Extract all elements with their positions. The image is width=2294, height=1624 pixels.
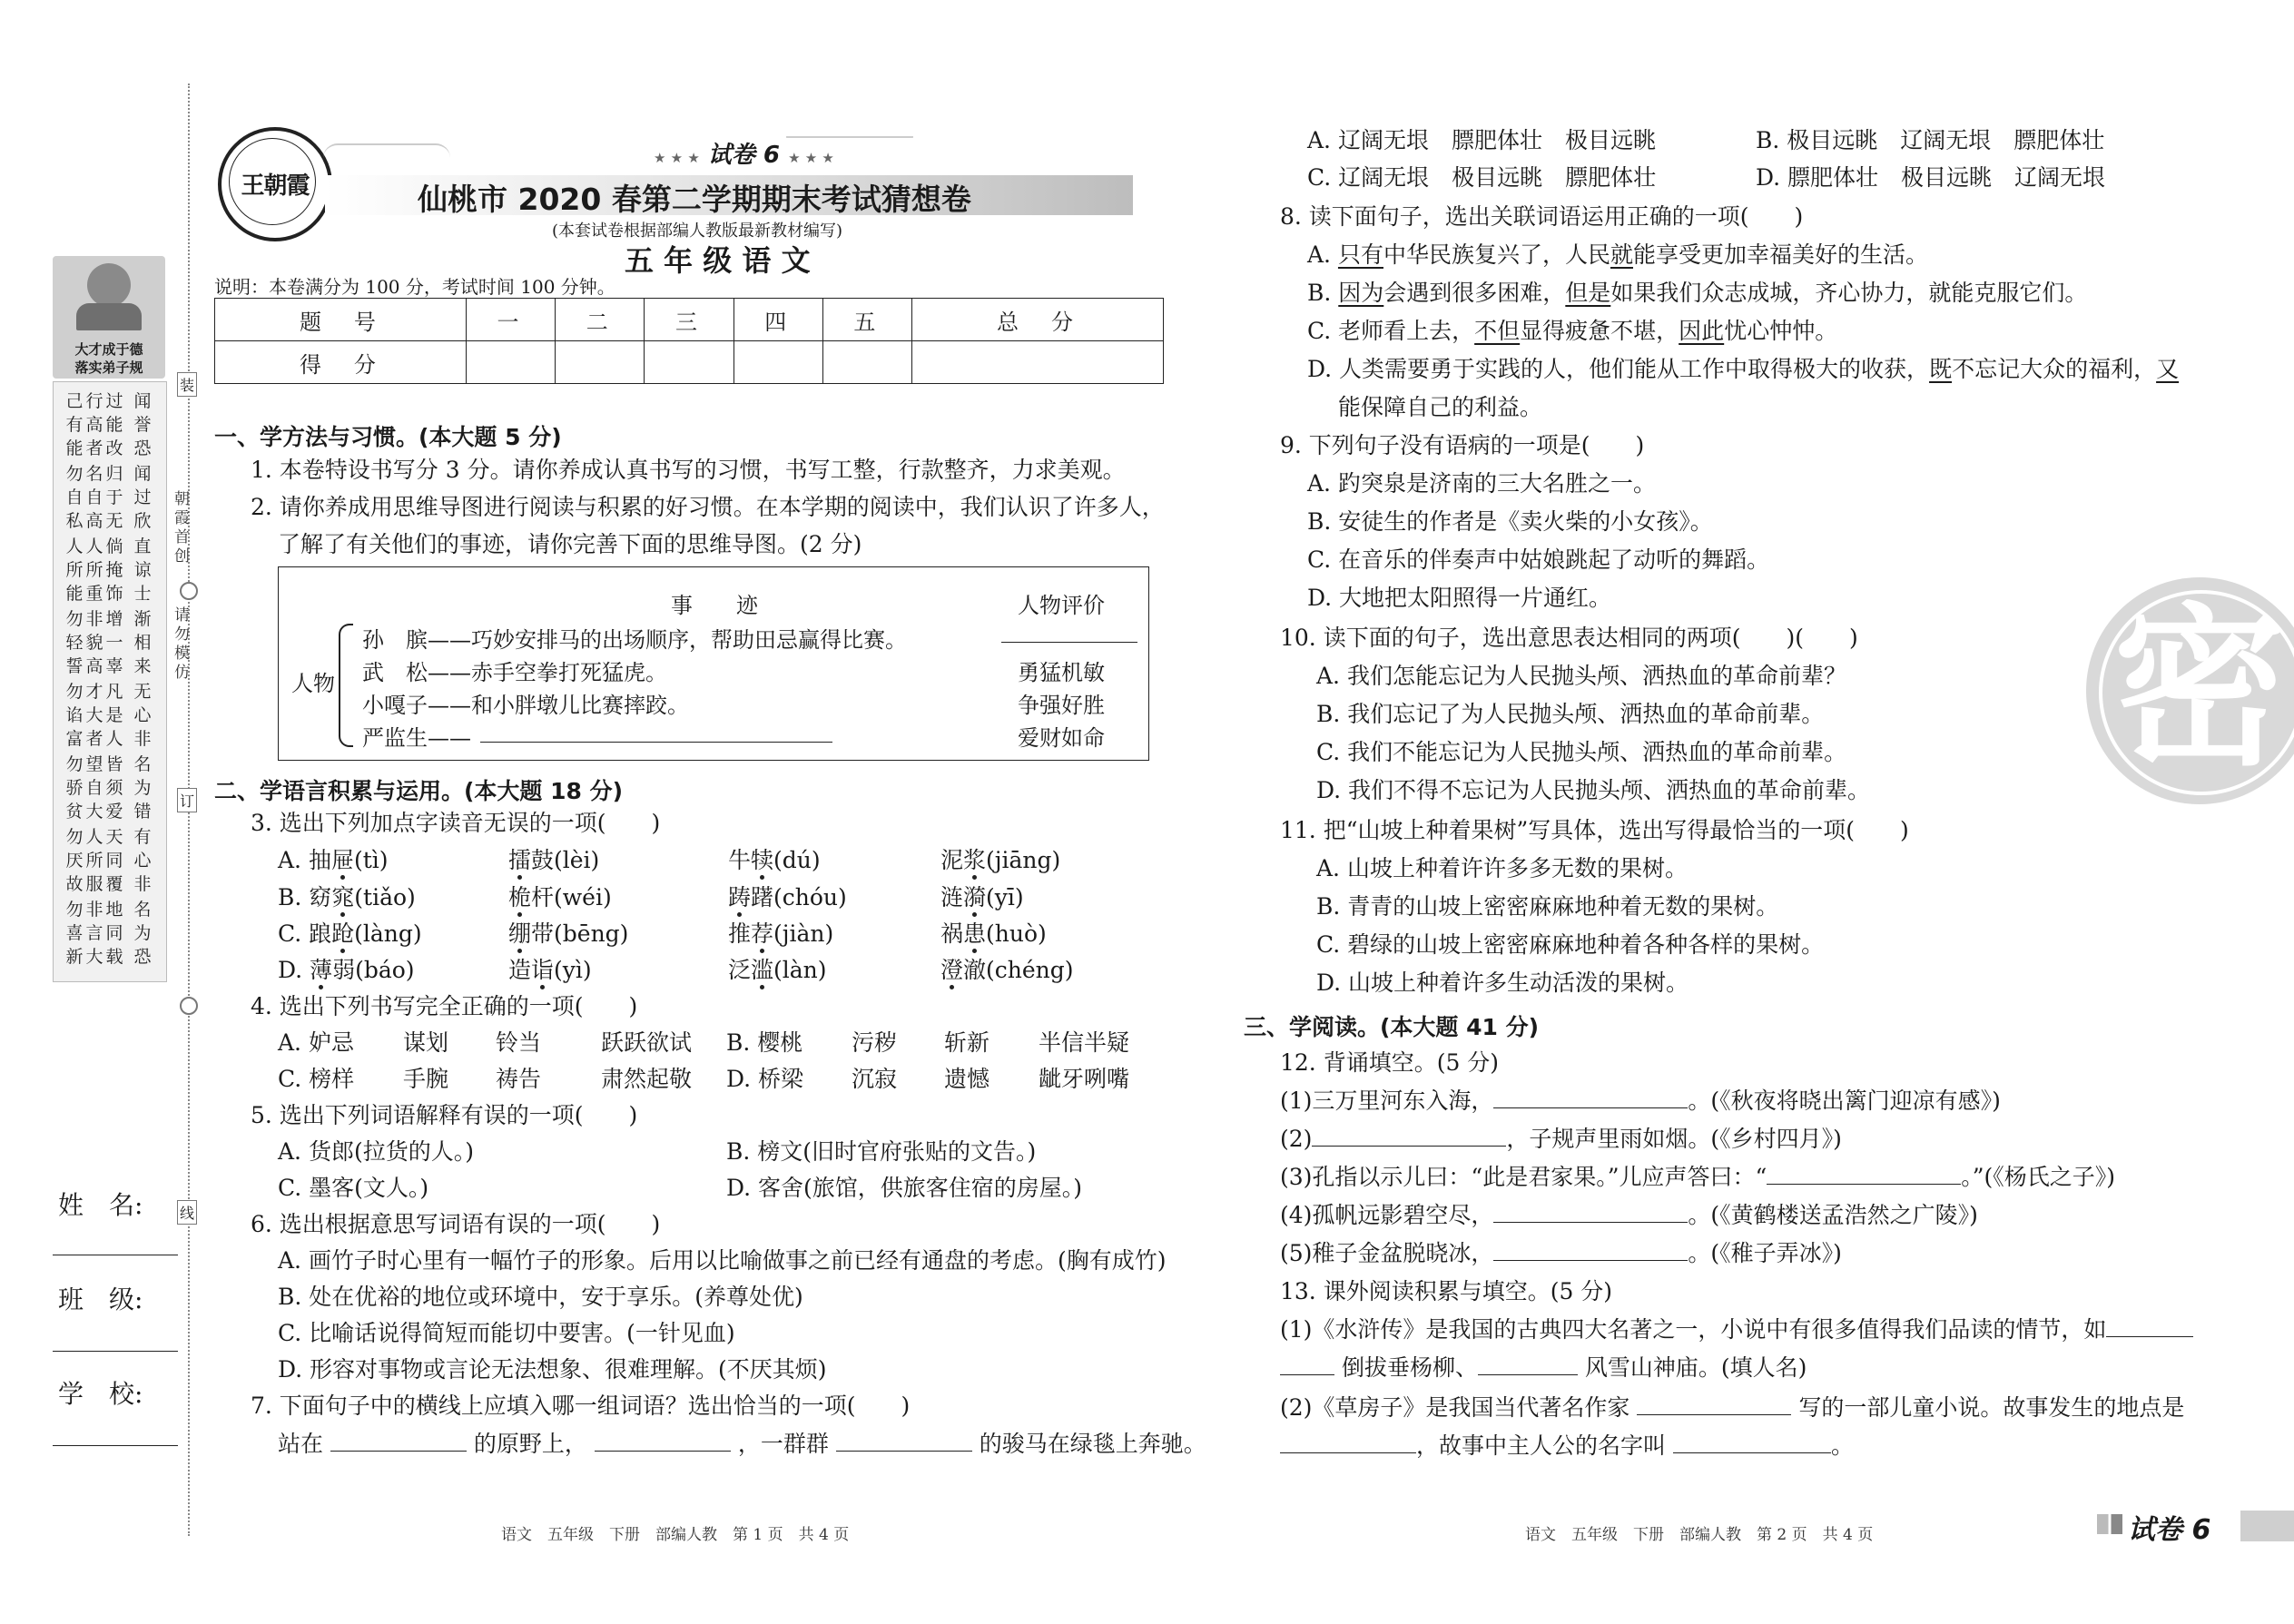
q11-option-d[interactable]: D. 山坡上种着许多生动活泼的果树。 bbox=[1316, 969, 1689, 996]
q3-c-3: 推荐(jiàn) bbox=[728, 920, 834, 947]
mindmap-row-3: 小嘎子——和小胖墩儿比赛摔跤。 bbox=[362, 693, 689, 718]
q3-a-1: A. 抽屉(tì) bbox=[278, 847, 389, 873]
footer-tag: 试卷 6 bbox=[2128, 1514, 2211, 1546]
q13-blank-5[interactable] bbox=[1280, 1432, 1416, 1453]
q13-text: 写的一部儿童小说。故事发生的地点是 bbox=[1798, 1394, 2185, 1421]
score-table-header-row bbox=[215, 299, 1164, 341]
mindmap-eval-3: 爱财如命 bbox=[1018, 725, 1105, 751]
score-row-label: 得 分 bbox=[215, 341, 467, 384]
logo bbox=[218, 127, 332, 241]
q8-text: 显得疲惫不堪， bbox=[1520, 318, 1679, 344]
q8-conjunction: 不但 bbox=[1474, 318, 1521, 344]
q12-blank-1[interactable] bbox=[1493, 1088, 1688, 1108]
q1-text: 1. 本卷特设书写分 3 分。请你养成认真书写的习惯，书写工整，行款整齐，力求美观。 bbox=[251, 457, 1126, 483]
q7-blank-1[interactable] bbox=[330, 1431, 467, 1452]
mindmap-eval-answer-line[interactable] bbox=[1001, 642, 1137, 643]
q4-word: D. 桥梁 bbox=[726, 1066, 804, 1092]
q11-option-c[interactable]: C. 碧绿的山坡上密密麻麻地种着各种各样的果树。 bbox=[1316, 931, 1825, 958]
q10-option-d[interactable]: D. 我们不得不忘记为人民抛头颅、洒热血的革命前辈。 bbox=[1316, 777, 1871, 803]
subject-title: 五 年 级 语 文 bbox=[625, 243, 811, 278]
q7-sentence bbox=[278, 1429, 1206, 1460]
q13-text: ，故事中主人公的名字叫 bbox=[1416, 1432, 1667, 1459]
q3-d-1: D. 薄弱(báo) bbox=[278, 957, 415, 983]
footer-tag-squares-icon bbox=[2097, 1514, 2122, 1534]
q7-option-c[interactable]: C. 辽阔无垠 极目远眺 膘肥体壮 bbox=[1307, 164, 1657, 191]
q12-blank-4[interactable] bbox=[1493, 1202, 1688, 1223]
q12-source: ，子规声里雨如烟。(《乡村四月》) bbox=[1506, 1126, 1842, 1152]
q8-text: D. 人类需要勇于实践的人，他们能从工作中取得极大的收获， bbox=[1307, 356, 1930, 382]
seal-text: 密 bbox=[2112, 588, 2286, 789]
q7-option-d[interactable]: D. 膘肥体壮 极目远眺 辽阔无垠 bbox=[1756, 164, 2106, 191]
binder-hole-icon bbox=[180, 582, 198, 600]
q8-text: C. 老师看上去， bbox=[1307, 318, 1475, 344]
q8-text: 忧心忡忡。 bbox=[1724, 318, 1838, 344]
q4-stem: 4. 选出下列书写完全正确的一项( ) bbox=[251, 993, 638, 1019]
q12-blank-5[interactable] bbox=[1493, 1240, 1688, 1261]
q3-c-2: 绷带(bēng) bbox=[508, 920, 629, 947]
q4-word: 肃然起敬 bbox=[601, 1066, 693, 1092]
q8-text: A. bbox=[1307, 241, 1338, 268]
q12-line-1 bbox=[1280, 1086, 2001, 1117]
q13-text: 倒拔垂杨柳、 bbox=[1341, 1354, 1478, 1381]
school-label: 学 校: bbox=[58, 1379, 143, 1409]
q8-option-a[interactable] bbox=[1307, 240, 1928, 271]
q8-text: 不忘记大众的福利， bbox=[1952, 356, 2157, 382]
q8-option-d-line2: 能保障自己的利益。 bbox=[1338, 394, 1543, 420]
q12-source: 。(《黄鹤楼送孟浩然之广陵》) bbox=[1688, 1202, 1978, 1228]
class-label: 班 级: bbox=[58, 1284, 143, 1314]
q5-option-d[interactable]: D. 客舍(旅馆，供旅客住宿的房屋。) bbox=[726, 1175, 1083, 1201]
q13-text: (1)《水浒传》是我国的古典四大名著之一，小说中有很多值得我们品读的情节，如 bbox=[1280, 1316, 2107, 1343]
ribbon-decoration bbox=[323, 143, 450, 158]
star-icons-right: ★ ★ ★ bbox=[788, 150, 834, 166]
exam-subtitle: (本套试卷根据部编人教版最新教材编写) bbox=[552, 221, 843, 241]
q13-blank-2[interactable] bbox=[1280, 1354, 1334, 1375]
q2-text-line2: 了解了有关他们的事迹，请你完善下面的思维导图。(2 分) bbox=[278, 531, 862, 557]
q8-text: 能享受更加幸福美好的生活。 bbox=[1633, 241, 1929, 268]
q3-a-3: 牛犊(dú) bbox=[728, 847, 821, 873]
q9-option-c[interactable]: C. 在音乐的伴奏声中姑娘跳起了动听的舞蹈。 bbox=[1307, 546, 1770, 573]
q4-word: 半信半疑 bbox=[1039, 1029, 1130, 1056]
score-input-cell[interactable] bbox=[466, 341, 555, 384]
q12-text: (2) bbox=[1280, 1126, 1313, 1152]
q2-text-line1: 2. 请你养成用思维导图进行阅读与积累的好习惯。在本学期的阅读中，我们认识了许多人， bbox=[251, 494, 1165, 520]
q7-part: ，一群群 bbox=[737, 1431, 829, 1457]
series-label-text: 试卷 6 bbox=[707, 142, 781, 169]
q8-conjunction: 因为 bbox=[1338, 280, 1384, 306]
q9-option-d[interactable]: D. 大地把太阳照得一片通红。 bbox=[1307, 585, 1612, 611]
q4-word: B. 樱桃 bbox=[726, 1029, 803, 1056]
q3-d-2: 造诣(yì) bbox=[508, 957, 592, 983]
q8-option-c[interactable] bbox=[1307, 316, 1837, 347]
q10-option-b[interactable]: B. 我们忘记了为人民抛头颅、洒热血的革命前辈。 bbox=[1316, 701, 1825, 727]
q13-blank-1[interactable] bbox=[2106, 1316, 2193, 1337]
school-input-line[interactable] bbox=[53, 1445, 178, 1446]
q3-b-1: B. 窈窕(tiǎo) bbox=[278, 884, 416, 910]
q12-text: (1)三万里河东入海， bbox=[1280, 1088, 1494, 1114]
q13-text: 风雪山神庙。(填人名) bbox=[1584, 1354, 1807, 1381]
q12-text: (5)稚子金盆脱晓冰， bbox=[1280, 1240, 1494, 1266]
q7-blank-3[interactable] bbox=[836, 1431, 972, 1452]
score-input-cell[interactable] bbox=[645, 341, 733, 384]
motto-1: 己行过 闻有高能 誉能者改 恐 bbox=[65, 391, 154, 458]
q12-line-2 bbox=[1280, 1124, 1842, 1155]
footer-right: 语文 五年级 下册 部编人教 第 2 页 共 4 页 bbox=[1525, 1526, 1874, 1544]
q11-option-b[interactable]: B. 青青的山坡上密密麻麻地种着无数的果树。 bbox=[1316, 893, 1779, 920]
motto-8: 勿非地 名喜言同 为新大载 恐 bbox=[65, 900, 154, 967]
cut-mark-2: 订 bbox=[177, 788, 197, 812]
motto-3: 人人倘 直所所掩 谅能重饰 士 bbox=[65, 536, 154, 604]
q3-b-4: 涟漪(yī) bbox=[940, 884, 1024, 910]
q6-option-a[interactable]: A. 画竹子时心里有一幅竹子的形象。后用以比喻做事之前已经有通盘的考虑。(胸有成竹) bbox=[278, 1247, 1167, 1274]
q8-conjunction: 只有 bbox=[1337, 241, 1383, 268]
motto-6: 勿望皆 名骄自须 为贫大爱 错 bbox=[65, 754, 154, 822]
q13-line-4 bbox=[1280, 1431, 1854, 1462]
motto-5: 勿才凡 无谄大是 心富者人 非 bbox=[65, 682, 154, 749]
q13-blank-6[interactable] bbox=[1673, 1432, 1831, 1453]
mind-map bbox=[278, 566, 1149, 761]
q4-word: 龇牙咧嘴 bbox=[1039, 1066, 1130, 1092]
q13-text: 。 bbox=[1830, 1432, 1854, 1459]
q11-stem: 11. 把“山坡上种着果树”写具体，选出写得最恰当的一项( ) bbox=[1280, 817, 1909, 843]
q13-line-3 bbox=[1280, 1393, 2184, 1423]
mindmap-row-4: 严监生—— bbox=[362, 725, 471, 751]
logo-text: 王朝霞 bbox=[241, 172, 310, 200]
motto-2: 勿名归 闻自自于 过私高无 欣 bbox=[65, 464, 154, 531]
score-table bbox=[214, 298, 1164, 384]
cut-mark-3: 线 bbox=[177, 1200, 197, 1225]
q4-word: 跃跃欲试 bbox=[601, 1029, 693, 1056]
mascot-icon bbox=[87, 263, 131, 307]
score-cell: 总 分 bbox=[912, 299, 1164, 341]
q13-line-1 bbox=[1280, 1314, 2193, 1345]
score-cell: 一 bbox=[466, 299, 555, 341]
q13-stem: 13. 课外阅读积累与填空。(5 分) bbox=[1280, 1278, 1613, 1304]
banner-bottom-text: 落实弟子规 bbox=[74, 359, 143, 376]
q4-word: 斩新 bbox=[944, 1029, 990, 1056]
q8-option-d[interactable] bbox=[1307, 354, 2179, 385]
q12-text: (4)孤帆远影碧空尽， bbox=[1280, 1202, 1494, 1228]
mindmap-root: 人物 bbox=[291, 671, 335, 696]
score-input-cell[interactable] bbox=[822, 341, 911, 384]
q12-line-5 bbox=[1280, 1238, 1842, 1269]
q12-line-4 bbox=[1280, 1200, 1978, 1231]
q12-blank-3[interactable] bbox=[1767, 1164, 1961, 1185]
q10-stem: 10. 读下面的句子，选出意思表达相同的两项( )( ) bbox=[1280, 625, 1858, 651]
q12-line-3 bbox=[1280, 1162, 2115, 1193]
q13-blank-3[interactable] bbox=[1478, 1354, 1578, 1375]
q6-option-d[interactable]: D. 形容对事物或言论无法想象、很难理解。(不厌其烦) bbox=[278, 1356, 827, 1383]
series-label bbox=[654, 136, 834, 170]
mindmap-eval-1: 勇猛机敏 bbox=[1018, 660, 1105, 685]
q12-text: (3)孔指以示儿曰：“此是君家果。”儿应声答曰：“ bbox=[1280, 1164, 1767, 1190]
q3-d-3: 泛滥(làn) bbox=[728, 957, 827, 983]
q3-c-1: C. 踉跄(làng) bbox=[278, 920, 422, 947]
motto-panel bbox=[53, 381, 167, 982]
q5-option-c[interactable]: C. 墨客(文人。) bbox=[278, 1175, 429, 1201]
q5-stem: 5. 选出下列词语解释有误的一项( ) bbox=[251, 1102, 638, 1128]
q9-stem: 9. 下列句子没有语病的一项是( ) bbox=[1280, 432, 1645, 458]
q4-word: 祷告 bbox=[496, 1066, 542, 1092]
vertical-note-1: 朝霞首创 bbox=[171, 490, 189, 566]
q12-source: 。(《稚子弄冰》) bbox=[1688, 1240, 1842, 1266]
q4-word: C. 榜样 bbox=[278, 1066, 355, 1092]
q7-part: 的骏马在绿毯上奔驰。 bbox=[979, 1431, 1206, 1457]
footer-tag-band bbox=[2240, 1511, 2294, 1541]
cut-mark-1: 装 bbox=[177, 372, 197, 397]
q13-text: (2)《草房子》是我国当代著名作家 bbox=[1280, 1394, 1630, 1421]
q8-conjunction: 又 bbox=[2156, 356, 2180, 382]
q12-blank-2[interactable] bbox=[1312, 1126, 1506, 1147]
q7-part: 的原野上， bbox=[473, 1431, 587, 1457]
q10-option-c[interactable]: C. 我们不能忘记为人民抛头颅、洒热血的革命前辈。 bbox=[1316, 739, 1847, 765]
score-cell: 二 bbox=[556, 299, 645, 341]
section2-heading: 二、学语言积累与运用。(本大题 18 分) bbox=[214, 778, 624, 804]
mindmap-col-event: 事 迹 bbox=[671, 593, 758, 618]
q10-option-a[interactable]: A. 我们怎能忘记为人民抛头颅、洒热血的革命前辈？ bbox=[1316, 663, 1846, 689]
binder-hole-icon-2 bbox=[180, 997, 198, 1015]
q4-word: A. 妒忌 bbox=[278, 1029, 354, 1056]
q9-option-b[interactable]: B. 安徒生的作者是《卖火柴的小女孩》。 bbox=[1307, 508, 1713, 535]
q4-word: 污秽 bbox=[852, 1029, 898, 1056]
mindmap-brace bbox=[339, 624, 353, 747]
vertical-note-2: 请勿模仿 bbox=[171, 606, 189, 683]
star-icons-left: ★ ★ ★ bbox=[654, 150, 700, 166]
q13-blank-4[interactable] bbox=[1637, 1394, 1791, 1415]
q12-source: 。(《秋夜将晓出篱门迎凉有感》) bbox=[1688, 1088, 2001, 1114]
q6-option-c[interactable]: C. 比喻话说得简短而能切中要害。(一针见血) bbox=[278, 1320, 735, 1346]
banner-top-text: 大才成于德 bbox=[74, 341, 143, 358]
score-cell: 五 bbox=[822, 299, 911, 341]
score-cell: 四 bbox=[733, 299, 822, 341]
q8-stem: 8. 读下面句子，选出关联词语运用正确的一项( ) bbox=[1280, 203, 1804, 230]
q8-option-b[interactable] bbox=[1307, 278, 2087, 309]
section3-heading: 三、学阅读。(本大题 41 分) bbox=[1244, 1014, 1540, 1040]
q4-word: 谋划 bbox=[403, 1029, 449, 1056]
q12-source: 。”(《杨氏之子》) bbox=[1961, 1164, 2116, 1190]
q7-part: 站在 bbox=[278, 1431, 324, 1457]
q3-b-3: 踌躇(chóu) bbox=[728, 884, 847, 910]
q5-option-a[interactable]: A. 货郎(拉货的人。) bbox=[278, 1138, 474, 1165]
mindmap-eval-2: 争强好胜 bbox=[1018, 693, 1105, 718]
q12-stem: 12. 背诵填空。(5 分) bbox=[1280, 1049, 1500, 1076]
footer-left: 语文 五年级 下册 部编人教 第 1 页 共 4 页 bbox=[501, 1526, 850, 1544]
q8-conjunction: 既 bbox=[1929, 356, 1953, 382]
section1-heading: 一、学方法与习惯。(本大题 5 分) bbox=[214, 424, 562, 450]
q8-conjunction: 因此 bbox=[1679, 318, 1725, 344]
q3-a-4: 泥浆(jiāng) bbox=[940, 847, 1061, 873]
q13-line-2 bbox=[1280, 1353, 1807, 1383]
q3-stem: 3. 选出下列加点字读音无误的一项( ) bbox=[251, 810, 661, 836]
q7-option-b[interactable]: B. 极目远眺 辽阔无垠 膘肥体壮 bbox=[1756, 127, 2105, 153]
q4-word: 铃当 bbox=[496, 1029, 542, 1056]
score-table-score-row bbox=[215, 341, 1164, 384]
score-input-cell[interactable] bbox=[556, 341, 645, 384]
q8-conjunction: 就 bbox=[1610, 241, 1633, 268]
score-cell: 题 号 bbox=[215, 299, 467, 341]
name-label: 姓 名: bbox=[58, 1190, 143, 1220]
q3-a-2: 擂鼓(lèi) bbox=[508, 847, 600, 873]
mindmap-col-eval: 人物评价 bbox=[1018, 593, 1105, 618]
q3-b-2: 桅杆(wéi) bbox=[508, 884, 612, 910]
class-input-line[interactable] bbox=[53, 1351, 178, 1352]
q8-text: B. bbox=[1307, 280, 1339, 306]
sidebar-banner bbox=[53, 256, 165, 379]
q8-text: 中华民族复兴了，人民 bbox=[1383, 241, 1610, 268]
q4-word: 沉寂 bbox=[852, 1066, 898, 1092]
q9-option-a[interactable]: A. 趵突泉是济南的三大名胜之一。 bbox=[1307, 470, 1656, 497]
q6-stem: 6. 选出根据意思写词语有误的一项( ) bbox=[251, 1211, 661, 1237]
score-cell: 三 bbox=[645, 299, 733, 341]
motto-7: 勿人天 有厌所同 心故服覆 非 bbox=[65, 827, 154, 894]
mindmap-row-1: 孙 膑——巧妙安排马的出场顺序，帮助田忌赢得比赛。 bbox=[362, 627, 907, 653]
q3-c-4: 祸患(huò) bbox=[940, 920, 1047, 947]
q4-word: 手腕 bbox=[403, 1066, 449, 1092]
score-input-cell[interactable] bbox=[733, 341, 822, 384]
confidential-seal-icon bbox=[2086, 577, 2294, 804]
exam-title: 仙桃市 2020 春第二学期期末考试猜想卷 bbox=[418, 182, 971, 217]
mindmap-row-2: 武 松——赤手空拳打死猛虎。 bbox=[362, 660, 667, 685]
q8-text: 会遇到很多困难， bbox=[1383, 280, 1566, 306]
q7-option-a[interactable]: A. 辽阔无垠 膘肥体壮 极目远眺 bbox=[1307, 127, 1656, 153]
q7-blank-2[interactable] bbox=[595, 1431, 731, 1452]
q5-option-b[interactable]: B. 榜文(旧时官府张贴的文告。) bbox=[726, 1138, 1037, 1165]
q4-word: 遗憾 bbox=[944, 1066, 990, 1092]
motto-4: 勿非增 渐轻貌一 相誓高辜 来 bbox=[65, 609, 154, 676]
instructions: 说明：本卷满分为 100 分，考试时间 100 分钟。 bbox=[214, 276, 615, 298]
mindmap-answer-line[interactable] bbox=[480, 742, 832, 743]
q11-option-a[interactable]: A. 山坡上种着许许多多无数的果树。 bbox=[1316, 855, 1688, 881]
mascot-body-icon bbox=[76, 303, 142, 330]
q8-conjunction: 但是 bbox=[1565, 280, 1611, 306]
q8-text: 如果我们众志成城，齐心协力，就能克服它们。 bbox=[1610, 280, 2088, 306]
q7-stem: 7. 下面句子中的横线上应填入哪一组词语？选出恰当的一项( ) bbox=[251, 1393, 911, 1419]
score-input-cell[interactable] bbox=[912, 341, 1164, 384]
q3-d-4: 澄澈(chéng) bbox=[940, 957, 1074, 983]
q6-option-b[interactable]: B. 处在优裕的地位或环境中，安于享乐。(养尊处优) bbox=[278, 1284, 803, 1310]
